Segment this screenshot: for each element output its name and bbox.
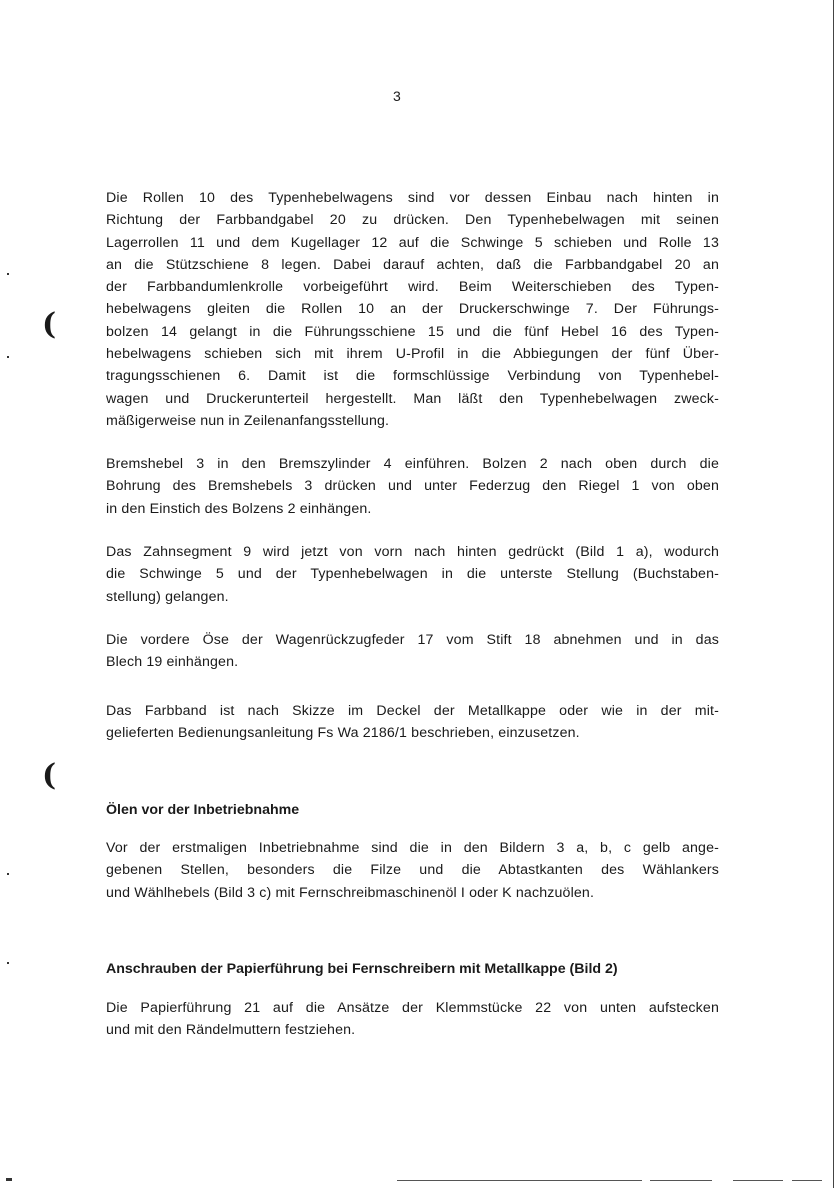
text-line: Die vordere Öse der Wagenrückzugfeder 17 vom Stift 18 abnehmen und in das [106,632,719,648]
scan-bracket-mark: ( [42,758,57,793]
text-line: Bohrung des Bremshebels 3 drücken und unter Federzug den Riegel 1 von oben [106,478,719,495]
scan-bottom-line [650,1180,712,1181]
page-number: 3 [393,88,401,104]
scan-mark [7,873,9,875]
scan-mark [7,273,9,275]
text-line: Vor der erstmaligen Inbetriebnahme sind die in den Bildern 3 a, b, c gelb ange- [106,840,719,856]
paragraph [106,700,719,745]
text-line: tragungsschienen 6. Damit ist die formschlüssige Verbindung von Typenhebel- [106,368,719,385]
scan-bracket-mark: ( [42,307,57,342]
text-line: Lagerrollen 11 und dem Kugellager 12 auf die Schwinge 5 schieben und Rolle 13 [106,234,719,251]
scan-bottom-line [792,1180,822,1181]
section-heading: Ölen vor der Inbetriebnahme [106,802,300,818]
text-line: Richtung der Farbbandgabel 20 zu drücken. Den Typenhebelwagen mit seinen [106,212,719,229]
text-line: Das Zahnsegment 9 wird jetzt von vorn nach hinten gedrückt (Bild 1 a), wodurch [106,544,719,560]
text-line: stellung) gelangen. [106,588,229,605]
text-line: gelieferten Bedienungsanleitung Fs Wa 2186/1 beschrieben, einzusetzen. [106,725,580,742]
text-line: hebelwagens gleiten die Rollen 10 an der Druckerschwinge 7. Der Führungs- [106,301,719,318]
text-line: in den Einstich des Bolzens 2 einhängen. [106,500,372,517]
scan-bottom-line [397,1180,642,1181]
text-line: hebelwagens schieben sich mit ihrem U-Profil in die Abbiegungen der fünf Über- [106,346,719,363]
scan-edge-line [833,0,834,1188]
scan-bottom-line [733,1180,783,1181]
scan-mark [7,962,9,964]
text-line: Blech 19 einhängen. [106,654,239,671]
paragraph [106,837,719,904]
text-line: die Schwinge 5 und der Typenhebelwagen in die unterste Stellung (Buchstaben- [106,566,719,583]
text-line: bolzen 14 gelangt in die Führungsschiene 15 und die fünf Hebel 16 des Typen- [106,323,719,340]
paragraph [106,453,719,520]
paragraph [106,997,719,1042]
text-line: Die Rollen 10 des Typenhebelwagens sind vor dessen Einbau nach hinten in [106,190,719,206]
paragraph [106,629,719,674]
text-line: an die Stützschiene 8 legen. Dabei darauf achten, daß die Farbbandgabel 20 an [106,256,719,273]
paragraph [106,187,719,432]
text-line: wagen und Druckerunterteil hergestellt. Man läßt den Typenhebelwagen zweck- [106,390,719,407]
text-line: und mit den Rändelmuttern festziehen. [106,1022,356,1039]
scan-mark [6,1178,12,1181]
text-line: Bremshebel 3 in den Bremszylinder 4 einführen. Bolzen 2 nach oben durch die [106,456,719,472]
section-heading: Anschrauben der Papierführung bei Fernschreibern mit Metallkappe (Bild 2) [106,961,618,977]
paragraph [106,541,719,608]
text-line: mäßigerweise nun in Zeilenanfangsstellung. [106,412,390,429]
text-line: gebenen Stellen, besonders die Filze und die Abtastkanten des Wählankers [106,862,719,879]
text-line: Das Farbband ist nach Skizze im Deckel der Metallkappe oder wie in der mit- [106,703,719,719]
text-line: und Wählhebels (Bild 3 c) mit Fernschreibmaschinenöl I oder K nachzuölen. [106,884,595,901]
text-line: der Farbbandumlenkrolle vorbeigeführt wird. Beim Weiterschieben des Typen- [106,279,719,296]
scan-mark [7,356,9,358]
text-line: Die Papierführung 21 auf die Ansätze der Klemmstücke 22 von unten aufstecken [106,1000,719,1016]
